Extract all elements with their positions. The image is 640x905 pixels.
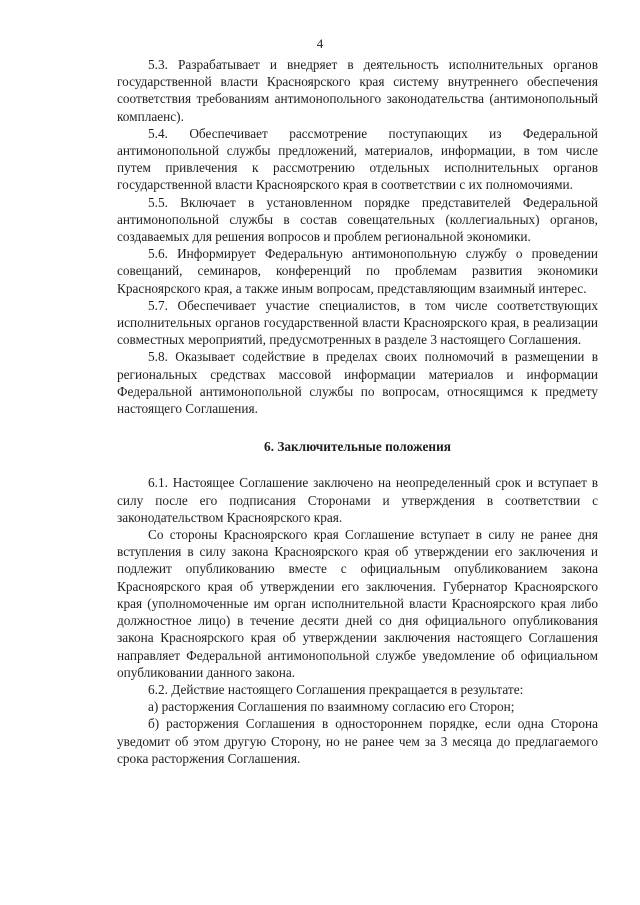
clause-5-3: 5.3. Разрабатывает и внедряет в деятельность исполнительных органов государственной власти Красноярского края систему внутреннего обеспечения соответствия требованиям антимонопольного законодательства (антимонопольный комплаенс). — [117, 57, 598, 124]
clause-6-2-a: а) расторжения Соглашения по взаимному согласию его Сторон; — [148, 699, 515, 715]
page-number: 4 — [316, 36, 324, 51]
clause-5-6: 5.6. Информирует Федеральную антимонопольную службу о проведении совещаний, семинаров, конференций по проблемам развития экономики Красноярского края, а также иным вопросам, представляющим взаимный интерес. — [117, 246, 598, 296]
document-body — [117, 56, 598, 767]
clause-5-4: 5.4. Обеспечивает рассмотрение поступающих из Федеральной антимонопольной службы предложений, материалов, информации, в том числе путем привлечения к рассмотрению отдельных исполнительных органов государственной власти Красноярского края в соответствии с их полномочиями. — [117, 125, 598, 193]
section-heading: 6. Заключительные положения — [264, 439, 451, 455]
clause-6-2: 6.2. Действие настоящего Соглашения прекращается в результате: — [148, 681, 524, 697]
clause-5-5: 5.5. Включает в установленном порядке представителей Федеральной антимонопольной службы в состав совещательных (коллегиальных) органов, создаваемых для решения вопросов и проблем региональной экономики. — [117, 194, 598, 245]
clause-5-8: 5.8. Оказывает содействие в пределах своих полномочий в размещении в региональных средствах массовой информации материалов и информации Федеральной антимонопольной службы по вопросам, относящимся к предмету настоящего Соглашения. — [117, 349, 598, 417]
clause-6-1: 6.1. Настоящее Соглашение заключено на неопределенный срок и вступает в силу после его подписания Сторонами и утверждения в соответствии с законодательством Красноярского края. — [117, 475, 598, 525]
clause-6-1-krasnoyarsk: Со стороны Красноярского края Соглашение вступает в силу не ранее дня вступления в силу закона Красноярского края об утверждении его заключения и подлежит опубликованию вместе с официальным опубликованием закона Красноярского края об утверждении его заключения. Губернатор Красноярского края (уполномоченные им орган исполнительной власти Красноярского края либо должностное лицо) в течение десяти дней со дня официального опубликования закона Красноярского края об утверждении заключения настоящего Соглашения направляет Федеральной антимонопольной службе уведомление об официальном опубликовании данного закона. — [117, 527, 598, 680]
clause-6-2-b: б) расторжения Соглашения в одностороннем порядке, если одна Сторона уведомит об этом другую Сторону, но не ранее чем за 3 месяца до предлагаемого срока расторжения Соглашения. — [117, 716, 598, 766]
clause-5-7: 5.7. Обеспечивает участие специалистов, в том числе соответствующих исполнительных органов государственной власти Красноярского края, в реализации совместных мероприятий, предусмотренных в разделе 3 настоящего Соглашения. — [117, 297, 598, 348]
